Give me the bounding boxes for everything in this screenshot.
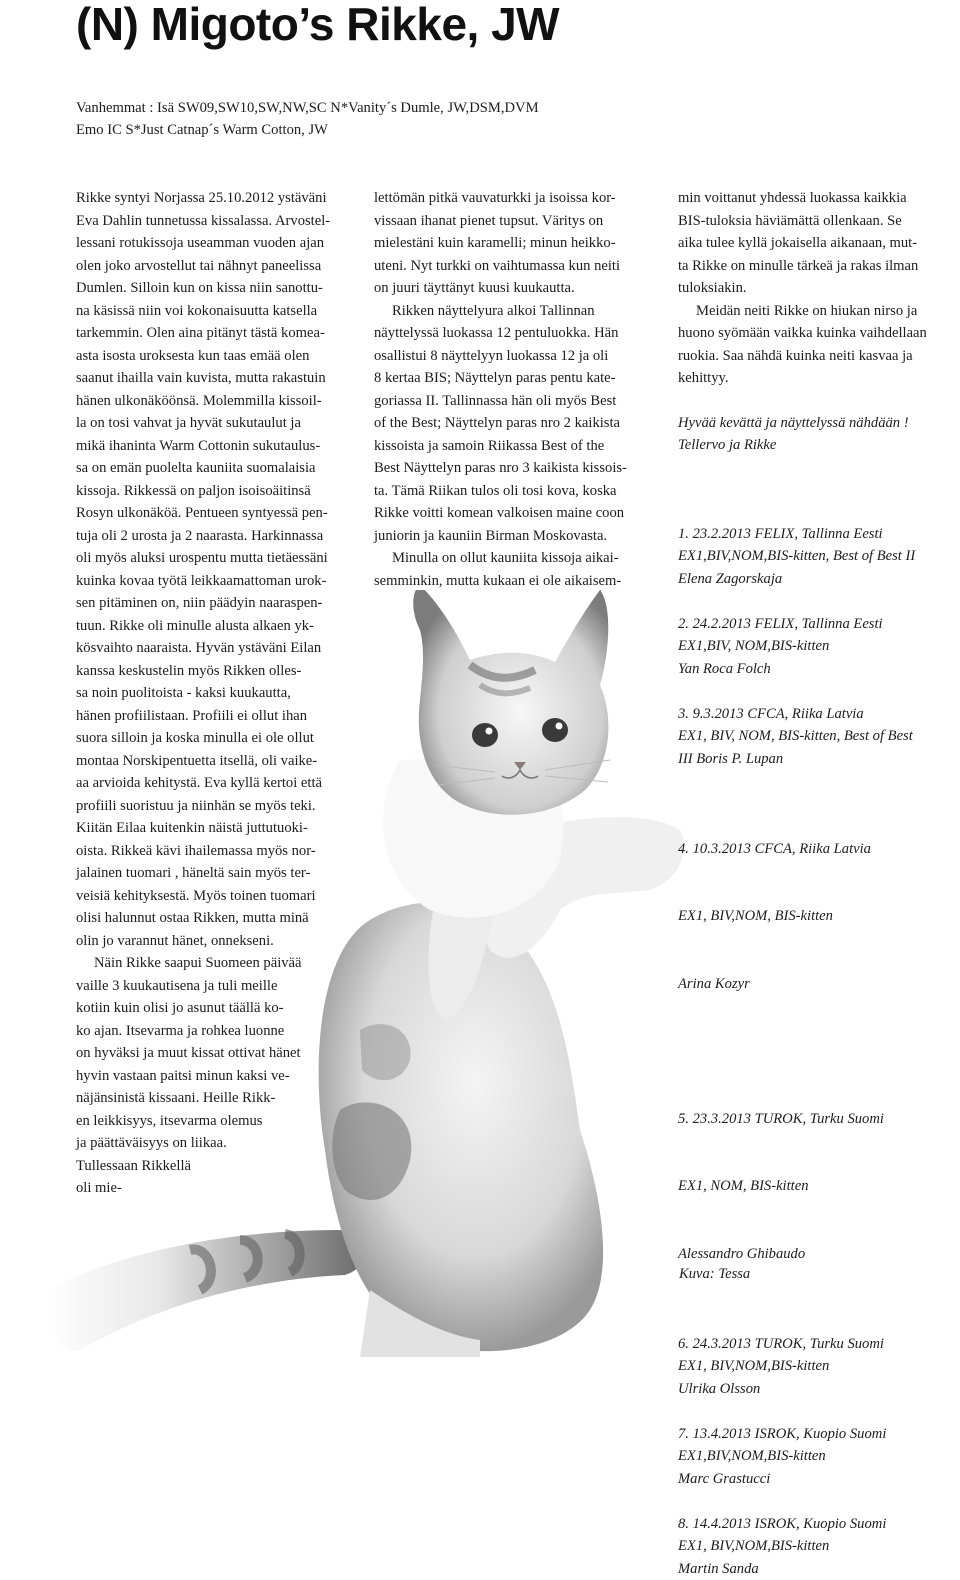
result-line: Martin Sanda bbox=[678, 1558, 958, 1580]
result-line: 8. 14.4.2013 ISROK, Kuopio Suomi bbox=[678, 1513, 958, 1536]
result-line: EX1, NOM, BIS-kitten bbox=[678, 1175, 958, 1198]
result-line: Yan Roca Folch bbox=[678, 658, 958, 681]
text-line: Näin Rikke saapui Suomeen päivää bbox=[76, 952, 356, 975]
text-line: kissoista ja samoin Riikassa Best of the bbox=[374, 435, 657, 458]
text-line: kuinka kovaa työtä leikkaamattoman urok- bbox=[76, 570, 356, 593]
text-line: en leikkisyys, itsevarma olemus bbox=[76, 1110, 356, 1133]
text-line: Kiitän Eilaa kuitenkin näistä juttutuoki- bbox=[76, 817, 356, 840]
photo-credit: Kuva: Tessa bbox=[679, 1266, 750, 1283]
result-line: 5. 23.3.2013 TUROK, Turku Suomi bbox=[678, 1108, 958, 1131]
show-result-4 bbox=[678, 793, 958, 1041]
text-line: kösvaihto naaraista. Hyvän ystäväni Eilan bbox=[76, 637, 356, 660]
text-line: huono syömään vaikka kuinka vaihdellaan bbox=[678, 322, 958, 345]
result-line: 1. 23.2.2013 FELIX, Tallinna Eesti bbox=[678, 523, 958, 546]
text-line: ruokia. Saa nähdä kuinka neiti kasvaa ja bbox=[678, 345, 958, 368]
result-line: 6. 24.3.2013 TUROK, Turku Suomi bbox=[678, 1333, 958, 1356]
parents-info bbox=[76, 97, 539, 141]
text-line: Minulla on ollut kauniita kissoja aikai- bbox=[374, 547, 657, 570]
text-line: Rikken näyttelyura alkoi Tallinnan bbox=[374, 300, 657, 323]
text-line: osallistui 8 näyttelyyn luokassa 12 ja oli bbox=[374, 345, 657, 368]
text-line: lettömän pitkä vauvaturkki ja isoissa kor- bbox=[374, 187, 657, 210]
text-line: ta Rikke on minulle tärkeä ja rakas ilman bbox=[678, 255, 958, 278]
result-line: Elena Zagorskaja bbox=[678, 568, 958, 591]
text-line: on hyväksi ja muut kissat ottivat hänet bbox=[76, 1042, 356, 1065]
text-line: olin jo varannut hänet, onnekseni. bbox=[76, 930, 356, 953]
text-line: kehittyy. bbox=[678, 367, 958, 390]
text-line: tuja oli 2 urosta ja 2 naarasta. Harkinnassa bbox=[76, 525, 356, 548]
text-line: la on tosi vahvat ja hyvät sukutaulut ja bbox=[76, 412, 356, 435]
result-line: 7. 13.4.2013 ISROK, Kuopio Suomi bbox=[678, 1423, 958, 1446]
text-line: oli myös aluksi urospentu mutta tietäessäni bbox=[76, 547, 356, 570]
text-line: hyvin vastaan paitsi minun kaksi ve- bbox=[76, 1065, 356, 1088]
text-line: Eva Dahlin tunnetussa kissalassa. Arvostel- bbox=[76, 210, 356, 233]
result-line: EX1,BIV,NOM,BIS-kitten, Best of Best II bbox=[678, 545, 958, 568]
show-result-1 bbox=[678, 523, 958, 591]
text-line: Rikke voitti komean valkoisen maine coon bbox=[374, 502, 657, 525]
article-column-2 bbox=[374, 187, 657, 592]
text-line: lessani rotukissoja useamman vuoden ajan bbox=[76, 232, 356, 255]
text-line: kanssa keskustelin myös Rikken olles- bbox=[76, 660, 356, 683]
text-line: na käsissä niin voi kokonaisuutta katsella bbox=[76, 300, 356, 323]
text-line: Best Näyttelyn paras nro 3 kaikista kissois- bbox=[374, 457, 657, 480]
text-line: ja päättäväisyys on liikaa. bbox=[76, 1132, 356, 1155]
text-line: Dumlen. Silloin kun on kissa niin sanottu- bbox=[76, 277, 356, 300]
text-line: tarkemmin. Olen aina pitänyt tästä komea- bbox=[76, 322, 356, 345]
text-line: goriassa II. Tallinnassa hän oli myös Best bbox=[374, 390, 657, 413]
result-line: EX1, BIV, NOM, BIS-kitten, Best of Best bbox=[678, 725, 958, 748]
result-line: Ulrika Olsson bbox=[678, 1378, 958, 1401]
text-line: of the Best; Näyttelyn paras nro 2 kaikista bbox=[374, 412, 657, 435]
article-column-1 bbox=[76, 187, 356, 1200]
show-result-2 bbox=[678, 613, 958, 681]
text-line: mielestäni kuin karamelli; minun heikko- bbox=[374, 232, 657, 255]
text-line: BIS-tuloksia häviämättä ollenkaan. Se bbox=[678, 210, 958, 233]
text-line: 8 kertaa BIS; Näyttelyn paras pentu kate- bbox=[374, 367, 657, 390]
text-line: Rikke syntyi Norjassa 25.10.2012 ystäväni bbox=[76, 187, 356, 210]
signature-line: Tellervo ja Rikke bbox=[678, 434, 958, 457]
text-line: olisi halunnut ostaa Rikken, mutta minä bbox=[76, 907, 356, 930]
text-line: kotiin kuin olisi jo asunut täällä ko- bbox=[76, 997, 356, 1020]
show-result-6 bbox=[678, 1333, 958, 1401]
result-line: Alessandro Ghibaudo bbox=[678, 1243, 958, 1266]
result-line: III Boris P. Lupan bbox=[678, 748, 958, 771]
text-line: olen joko arvostellut tai nähnyt paneelissa bbox=[76, 255, 356, 278]
text-line: tuun. Rikke oli minulle alusta alkaen yk- bbox=[76, 615, 356, 638]
text-line: on juuri täyttänyt kuusi kuukautta. bbox=[374, 277, 657, 300]
parents-line-dam: Emo IC S*Just Catnap´s Warm Cotton, JW bbox=[76, 119, 539, 141]
result-line: 3. 9.3.2013 CFCA, Riika Latvia bbox=[678, 703, 958, 726]
text-line: semminkin, mutta kukaan ei ole aikaisem- bbox=[374, 570, 657, 593]
text-line: ko ajan. Itsevarma ja rohkea luonne bbox=[76, 1020, 356, 1043]
text-line: asta isosta uroksesta kun taas emää olen bbox=[76, 345, 356, 368]
text-line: Rosyn ulkonäköä. Pentueen syntyessä pen- bbox=[76, 502, 356, 525]
result-line: EX1,BIV,NOM,BIS-kitten bbox=[678, 1445, 958, 1468]
result-line: Marc Grastucci bbox=[678, 1468, 958, 1491]
text-line: hänen ulkonäköönsä. Molemmilla kissoil- bbox=[76, 390, 356, 413]
text-line: vaille 3 kuukautisena ja tuli meille bbox=[76, 975, 356, 998]
text-line: aika tulee kyllä jokaisella aikanaan, mut- bbox=[678, 232, 958, 255]
result-line: 4. 10.3.2013 CFCA, Riika Latvia bbox=[678, 838, 958, 861]
text-line: näyttelyssä luokassa 12 pentuluokka. Hän bbox=[374, 322, 657, 345]
text-line: saanut ihailla vain kuvista, mutta rakastuin bbox=[76, 367, 356, 390]
text-line: Meidän neiti Rikke on hiukan nirso ja bbox=[678, 300, 958, 323]
result-line: EX1,BIV, NOM,BIS-kitten bbox=[678, 635, 958, 658]
text-line: sa noin puolitoista - kaksi kuukautta, bbox=[76, 682, 356, 705]
text-line: mikä ihaninta Warm Cottonin sukutaulus- bbox=[76, 435, 356, 458]
text-line: juniorin ja kauniin Birman Moskovasta. bbox=[374, 525, 657, 548]
article-column-3 bbox=[678, 187, 958, 1580]
text-line: vissaan ihanat pienet tupsut. Väritys on bbox=[374, 210, 657, 233]
text-line: kissoja. Rikkessä on paljon isoisoäitinsä bbox=[76, 480, 356, 503]
text-line: sa on emän puolelta kauniita suomalaisia bbox=[76, 457, 356, 480]
text-line: aa arvioida kehitystä. Eva kyllä kertoi että bbox=[76, 772, 356, 795]
text-line: näjänsinistä kissaani. Heille Rikk- bbox=[76, 1087, 356, 1110]
result-line: 2. 24.2.2013 FELIX, Tallinna Eesti bbox=[678, 613, 958, 636]
text-line: min voittanut yhdessä luokassa kaikkia bbox=[678, 187, 958, 210]
text-line: Tullessaan Rikkellä bbox=[76, 1155, 356, 1178]
result-line: EX1, BIV,NOM,BIS-kitten bbox=[678, 1535, 958, 1558]
text-line: oista. Rikkeä kävi ihailemassa myös nor- bbox=[76, 840, 356, 863]
text-line: montaa Norskipentuetta itsellä, oli vaike- bbox=[76, 750, 356, 773]
parents-line-sire: Vanhemmat : Isä SW09,SW10,SW,NW,SC N*Vanity´s Dumle, JW,DSM,DVM bbox=[76, 97, 539, 119]
show-result-3 bbox=[678, 703, 958, 771]
show-result-8 bbox=[678, 1513, 958, 1580]
text-line: profiili suoristuu ja niinhän se myös teki. bbox=[76, 795, 356, 818]
text-line: veisiä kehityksestä. Myös toinen tuomari bbox=[76, 885, 356, 908]
result-line: EX1, BIV,NOM,BIS-kitten bbox=[678, 1355, 958, 1378]
show-result-7 bbox=[678, 1423, 958, 1491]
text-line: tuloksiakin. bbox=[678, 277, 958, 300]
text-line: jalainen tuomari , häneltä sain myös ter- bbox=[76, 862, 356, 885]
text-line: uteni. Nyt turkki on vaihtumassa kun neiti bbox=[374, 255, 657, 278]
text-line: suora silloin ja koska minulla ei ole ollut bbox=[76, 727, 356, 750]
text-line: sen pitäminen on, niin päädyin naaraspen- bbox=[76, 592, 356, 615]
text-line: hänen profiilistaan. Profiili ei ollut ihan bbox=[76, 705, 356, 728]
text-line: ta. Tämä Riikan tulos oli tosi kova, koska bbox=[374, 480, 657, 503]
greeting-line: Hyvää kevättä ja näyttelyssä nähdään ! bbox=[678, 412, 958, 435]
result-line: Arina Kozyr bbox=[678, 973, 958, 996]
text-line: oli mie- bbox=[76, 1177, 356, 1200]
page-title: (N) Migoto’s Rikke, JW bbox=[76, 0, 559, 48]
result-line: EX1, BIV,NOM, BIS-kitten bbox=[678, 905, 958, 928]
